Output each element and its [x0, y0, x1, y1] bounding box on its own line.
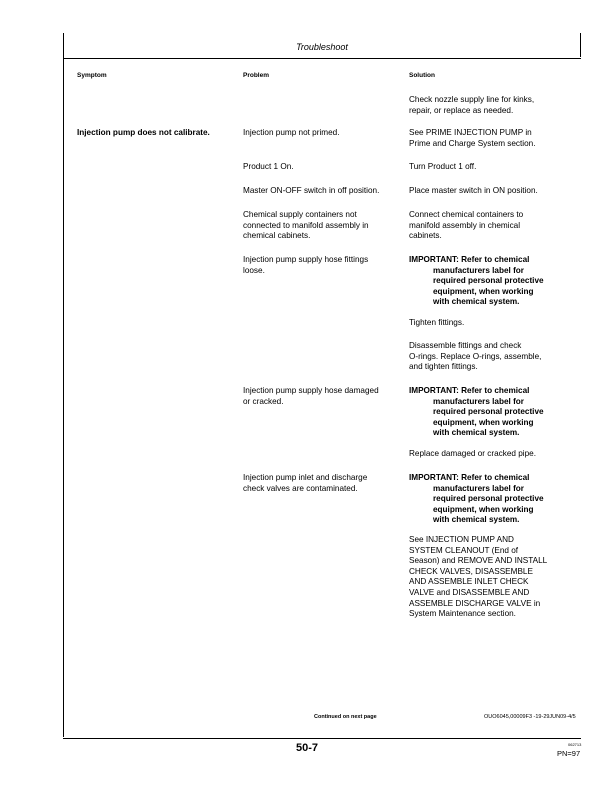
problem-cell: Injection pump not primed.	[243, 128, 340, 137]
continued-note: Continued on next page	[314, 714, 377, 720]
problem-cell: Injection pump supply hose damaged or cracked.	[243, 386, 379, 406]
solution-cell: Connect chemical containers to manifold assembly in chemical cabinets.	[409, 210, 524, 241]
column-header-problem: Problem	[243, 72, 270, 79]
solution-cell: Turn Product 1 off.	[409, 162, 477, 171]
important-note: IMPORTANT: Refer to chemical manufacturers label for required personal protective equipment, when working with chemical system.	[409, 255, 544, 307]
page-header-title: Troubleshoot	[296, 42, 348, 52]
solution-cell: Replace damaged or cracked pipe.	[409, 449, 536, 458]
symptom-cell: Injection pump does not calibrate.	[77, 128, 210, 137]
solution-cell: Tighten fittings.	[409, 318, 465, 327]
document-reference: OUO6045,00009F3 -19-29JUN09-4/5	[484, 714, 576, 720]
problem-cell: Chemical supply containers not connected to manifold assembly in chemical cabinets.	[243, 210, 369, 241]
page-frame-left	[63, 33, 64, 737]
solution-cell: Disassemble fittings and check O-rings. Replace O-rings, assemble, and tighten fittings.	[409, 341, 542, 372]
problem-cell: Injection pump inlet and discharge check valves are contaminated.	[243, 473, 368, 493]
solution-cell: See INJECTION PUMP AND SYSTEM CLEANOUT (End of Season) and REMOVE AND INSTALL CHECK VALVES, DISASSEMBLE AND ASSEMBLE INLET CHECK VALVE and DISASSEMBLE AND ASSEMBLE DISCHARGE VALVE in System Maintenance section.	[409, 535, 548, 619]
problem-cell: Master ON-OFF switch in off position.	[243, 186, 380, 195]
page-number: 50-7	[296, 742, 319, 754]
footer-rule	[63, 738, 581, 739]
solution-cell: Check nozzle supply line for kinks, repair, or replace as needed.	[409, 95, 535, 115]
column-header-symptom: Symptom	[77, 72, 107, 79]
important-note: IMPORTANT: Refer to chemical manufacturers label for required personal protective equipment, when working with chemical system.	[409, 386, 544, 438]
problem-cell: Product 1 On.	[243, 162, 294, 171]
solution-cell: Place master switch in ON position.	[409, 186, 538, 195]
important-note: IMPORTANT: Refer to chemical manufacturers label for required personal protective equipment, when working with chemical system.	[409, 473, 544, 525]
problem-cell: Injection pump supply hose fittings loose.	[243, 255, 369, 275]
column-header-solution: Solution	[409, 72, 435, 79]
header-rule	[63, 58, 581, 59]
pn-number: PN=97	[557, 749, 581, 758]
small-code: 062713	[568, 742, 582, 747]
solution-cell: See PRIME INJECTION PUMP in Prime and Charge System section.	[409, 128, 536, 148]
